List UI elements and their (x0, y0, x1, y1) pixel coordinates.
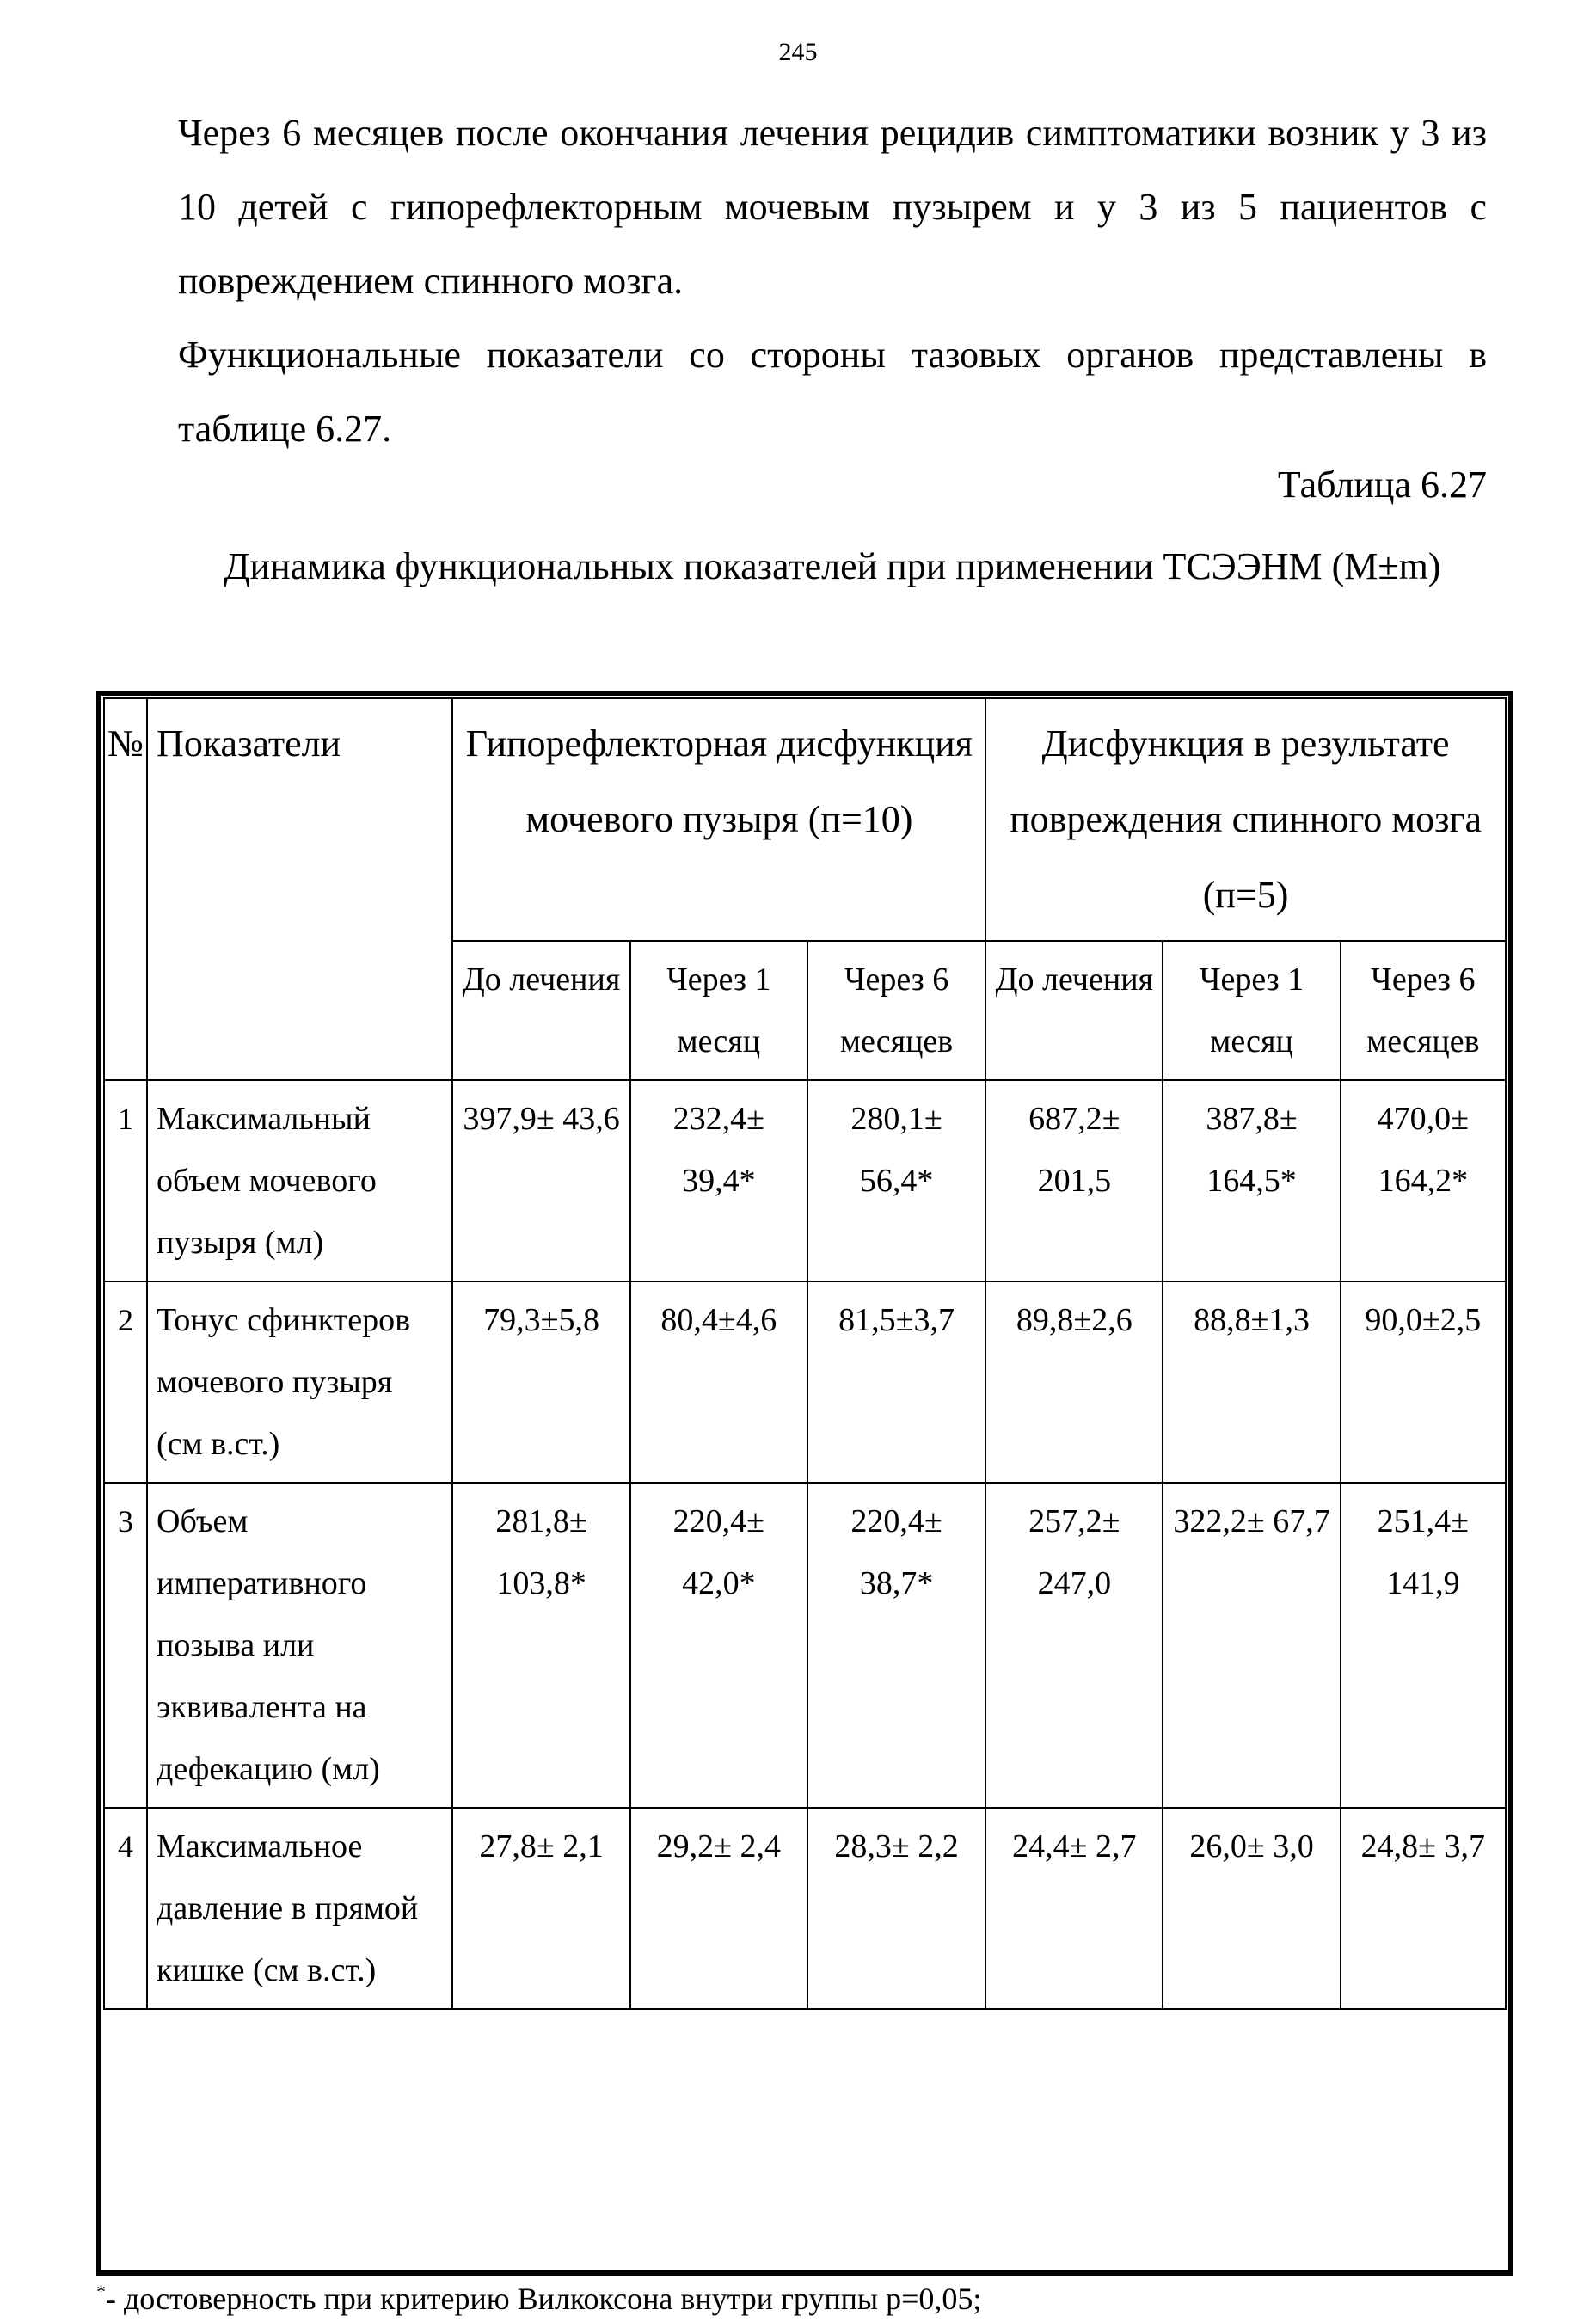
subheader-cell: Через 1 месяц (630, 941, 807, 1080)
table-row (104, 1281, 1506, 1483)
value-cell: 90,0±2,5 (1341, 1281, 1506, 1483)
table-frame (96, 691, 1513, 2276)
footnote-text: - достоверность при критерию Вилкоксона внутри группы р=0,05; (106, 2282, 982, 2316)
subheader-cell: До лечения (985, 941, 1163, 1080)
value-cell: 220,4± 38,7* (807, 1483, 985, 1808)
table-header-row (104, 698, 1506, 941)
value-cell: 322,2± 67,7 (1163, 1483, 1340, 1808)
value-cell: 281,8± 103,8* (452, 1483, 629, 1808)
footnote-mark: * (96, 2281, 106, 2302)
row-number: 2 (104, 1281, 147, 1483)
header-group-hyporeflex: Гипорефлекторная дисфункция мочевого пузыря (п=10) (452, 698, 985, 941)
value-cell: 29,2± 2,4 (630, 1808, 807, 2009)
value-cell: 28,3± 2,2 (807, 1808, 985, 2009)
paragraph-relapse: Через 6 месяцев после окончания лечения рецидив симптоматики возник у 3 из 10 детей с гипорефлекторным мочевым пузырем и у 3 из 5 пациентов с повреждением спинного мозга. (178, 112, 1487, 302)
value-cell: 257,2± 247,0 (985, 1483, 1163, 1808)
table-title: Динамика функциональных показателей при применении ТСЭЭНМ (M±m) (224, 545, 1441, 587)
subheader-cell: Через 6 месяцев (1341, 941, 1506, 1080)
value-cell: 387,8± 164,5* (1163, 1080, 1340, 1281)
header-group-spinal: Дисфункция в результате повреждения спинного мозга (п=5) (985, 698, 1506, 941)
value-cell: 470,0± 164,2* (1341, 1080, 1506, 1281)
value-cell: 27,8± 2,1 (452, 1808, 629, 2009)
row-number: 1 (104, 1080, 147, 1281)
row-indicator: Объем императивного позыва или эквивалента на дефекацию (мл) (147, 1483, 452, 1808)
table-footnote (96, 2281, 981, 2317)
subheader-cell: Через 1 месяц (1163, 941, 1340, 1080)
page-number: 245 (778, 38, 818, 66)
table-label: Таблица 6.27 (1277, 464, 1487, 506)
row-number: 4 (104, 1808, 147, 2009)
table-row (104, 1808, 1506, 2009)
value-cell: 232,4± 39,4* (630, 1080, 807, 1281)
value-cell: 89,8±2,6 (985, 1281, 1163, 1483)
subheader-cell: Через 6 месяцев (807, 941, 985, 1080)
value-cell: 220,4± 42,0* (630, 1483, 807, 1808)
subheader-cell: До лечения (452, 941, 629, 1080)
table-row (104, 1080, 1506, 1281)
value-cell: 687,2± 201,5 (985, 1080, 1163, 1281)
value-cell: 280,1± 56,4* (807, 1080, 985, 1281)
table-row (104, 1483, 1506, 1808)
header-indicator: Показатели (147, 698, 452, 1080)
value-cell: 26,0± 3,0 (1163, 1808, 1340, 2009)
row-indicator: Максимальный объем мочевого пузыря (мл) (147, 1080, 452, 1281)
paragraph-table-intro: Функциональные показатели со стороны тазовых органов представлены в таблице 6.27. (178, 334, 1487, 450)
row-indicator: Максимальное давление в прямой кишке (см в.ст.) (147, 1808, 452, 2009)
row-number: 3 (104, 1483, 147, 1808)
value-cell: 80,4±4,6 (630, 1281, 807, 1483)
value-cell: 79,3±5,8 (452, 1281, 629, 1483)
value-cell: 24,4± 2,7 (985, 1808, 1163, 2009)
row-indicator: Тонус сфинктеров мочевого пузыря (см в.ст.) (147, 1281, 452, 1483)
value-cell: 24,8± 3,7 (1341, 1808, 1506, 2009)
value-cell: 81,5±3,7 (807, 1281, 985, 1483)
value-cell: 88,8±1,3 (1163, 1281, 1340, 1483)
value-cell: 397,9± 43,6 (452, 1080, 629, 1281)
value-cell: 251,4± 141,9 (1341, 1483, 1506, 1808)
functional-indicators-table (103, 697, 1507, 2010)
header-num: № (104, 698, 147, 1080)
